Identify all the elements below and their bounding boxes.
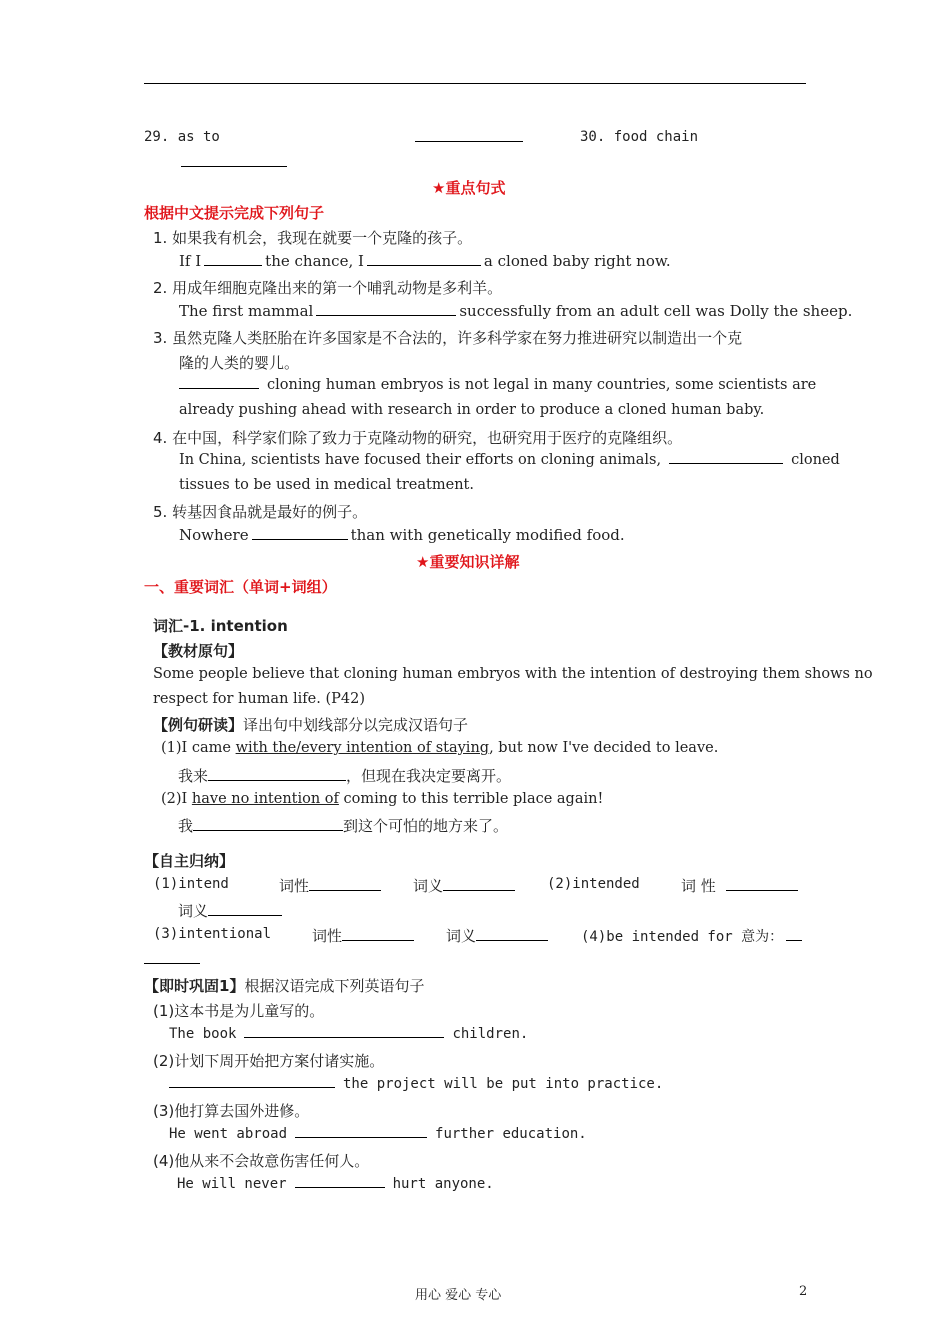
practice-4-chinese: (4)他从来不会故意伤害任何人。 — [153, 1152, 370, 1170]
example-2: (2)I have no intention of coming to this terrible place again! — [161, 791, 604, 807]
q2-english: The first mammal successfully from an adult cell was Dolly the sheep. — [179, 302, 853, 320]
textbook-label: 【教材原句】 — [153, 642, 244, 660]
example-1: (1)I came with the/every intention of staying, but now I've decided to leave. — [161, 740, 719, 756]
q3-english-1: cloning human embryos is not legal in many countries, some scientists are — [179, 377, 816, 393]
example-1-chinese: 我来 ，但现在我决定要离开。 — [178, 767, 512, 785]
section-title: 一、重要词汇（单词+词组） — [144, 578, 337, 596]
q4-english-1: In China, scientists have focused their efforts on cloning animals, cloned — [179, 452, 840, 468]
summary-meaning-blank: 词义 — [413, 875, 515, 896]
summary-pos-blank: 词性 — [312, 925, 414, 946]
summary-intended: (2)intended — [547, 876, 640, 892]
practice-3-english: He went abroad further education. — [169, 1126, 587, 1142]
practice-2-english: the project will be put into practice. — [169, 1076, 663, 1092]
textbook-sentence-2: respect for human life. (P42) — [153, 691, 365, 707]
practice-1-english: The book children. — [169, 1026, 529, 1042]
instruction: 根据中文提示完成下列句子 — [144, 204, 325, 222]
q4-chinese: 4. 在中国，科学家们除了致力于克隆动物的研究，也研究用于医疗的克隆组织。 — [153, 429, 683, 447]
q2-chinese: 2. 用成年细胞克隆出来的第一个哺乳动物是多利羊。 — [153, 279, 503, 297]
section-heading: ★重要知识详解 — [416, 553, 520, 571]
q5-english: Nowhere than with genetically modified food. — [179, 526, 625, 544]
q3-english-2: already pushing ahead with research in order to produce a cloned human baby. — [179, 402, 765, 418]
vocab-title: 词汇-1. intention — [153, 617, 288, 635]
answer-blank — [412, 128, 526, 146]
example-heading: 【例句研读】译出句中划线部分以完成汉语句子 — [153, 716, 469, 734]
q1-chinese: 1. 如果我有机会，我现在就要一个克隆的孩子。 — [153, 229, 473, 247]
summary-meaning-blank: 词义 — [446, 925, 548, 946]
vocab-item-29: 29. as to — [144, 129, 220, 145]
summary-pos-blank: 词性 — [279, 875, 381, 896]
summary-be-intended-for: (4)be intended for 意为： — [581, 926, 805, 946]
q1-english: If I the chance, I a cloned baby right now. — [179, 252, 671, 270]
practice-3-chinese: (3)他打算去国外进修。 — [153, 1102, 310, 1120]
summary-pos-blank: 词 性 — [681, 875, 801, 896]
example-2-chinese: 我 到这个可怕的地方来了。 — [178, 817, 509, 835]
page-number: 2 — [799, 1284, 808, 1299]
practice-4-english: He will never hurt anyone. — [177, 1176, 494, 1192]
q4-english-2: tissues to be used in medical treatment. — [179, 477, 474, 493]
answer-blank — [144, 950, 200, 968]
summary-label: 【自主归纳】 — [144, 852, 235, 870]
summary-intend: (1)intend — [153, 876, 229, 892]
practice-2-chinese: (2)计划下周开始把方案付诸实施。 — [153, 1052, 385, 1070]
q3-chinese-1: 3. 虽然克隆人类胚胎在许多国家是不合法的，许多科学家在努力推进研究以制造出一个克 — [153, 329, 743, 347]
practice-heading: 【即时巩固1】根据汉语完成下列英语句子 — [144, 977, 425, 995]
summary-intentional: (3)intentional — [153, 926, 272, 942]
footer-text: 用心 爱心 专心 — [415, 1288, 502, 1303]
top-rule — [144, 83, 806, 84]
answer-blank — [178, 153, 290, 171]
section-heading: ★重点句式 — [432, 179, 506, 197]
q3-chinese-2: 隆的人类的婴儿。 — [179, 354, 300, 372]
practice-1-chinese: (1)这本书是为儿童写的。 — [153, 1002, 325, 1020]
textbook-sentence-1: Some people believe that cloning human embryos with the intention of destroying them shows no — [153, 666, 873, 682]
summary-meaning-blank: 词义 — [178, 900, 282, 921]
vocab-item-30: 30. food chain — [580, 129, 699, 145]
q5-chinese: 5. 转基因食品就是最好的例子。 — [153, 503, 368, 521]
